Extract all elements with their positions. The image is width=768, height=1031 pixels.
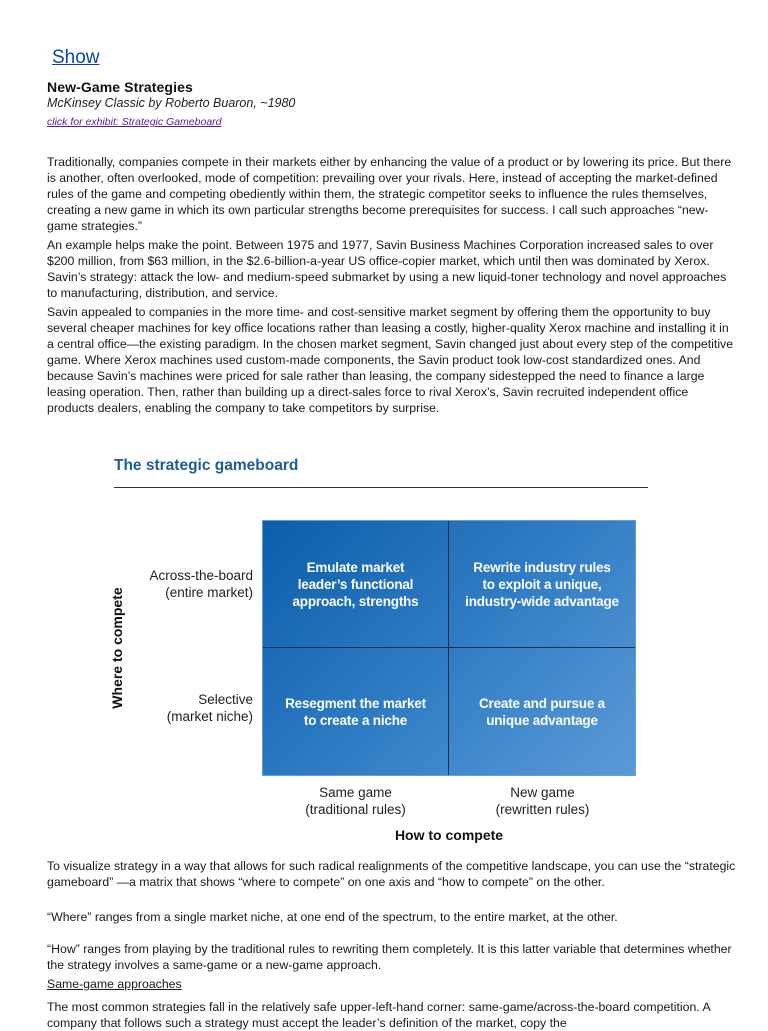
cell-line: Rewrite industry rules — [473, 559, 611, 575]
strategic-gameboard-exhibit — [105, 450, 665, 850]
cell-line: to exploit a unique, — [482, 576, 602, 592]
paragraph-visualize: To visualize strategy in a way that allows for such radical realignments of the competitive landscape, you can use the “strategic gameboard” —a matrix that shows “where to compete” on one axis and “how to compete” on the other. — [47, 859, 736, 889]
paragraph-example: An example helps make the point. Between 1975 and 1977, Savin Business Machines Corporation increased sales to over $200 million, from $63 million, in the $2.6-billion-a-year US office-copier market, which until then was dominated by Xerox. Savin’s strategy: attack the low- and medium-speed submarket by using a new liquid-toner technology and novel approaches to manufacturing, distribution, and service. — [47, 238, 727, 300]
col-label-same-game — [262, 784, 449, 818]
paragraph-common-strategies: The most common strategies fall in the relatively safe upper-left-hand corner: same-game/across-the-board competition. A company that follows such a strategy must accept the leader’s definition of the market, copy the — [47, 1000, 710, 1030]
col-label-line: (rewritten rules) — [495, 802, 590, 817]
col-label-line: (traditional rules) — [305, 802, 406, 817]
show-link[interactable]: Show — [52, 47, 100, 68]
paragraph-where: “Where” ranges from a single market niche, at one end of the spectrum, to the entire market, at the other. — [47, 910, 618, 924]
cell-line: to create a niche — [303, 712, 408, 728]
row-label-line: (market niche) — [166, 709, 253, 724]
col-label-line: New game — [510, 785, 575, 800]
cell-line: Resegment the market — [285, 695, 426, 711]
exhibit-divider — [114, 487, 648, 488]
row-label-selective — [113, 691, 253, 725]
paragraph-intro: Traditionally, companies compete in their markets either by enhancing the value of a product or by lowering its price. But there is another, often overlooked, mode of competition: prevailing over your rivals. Here, instead of accepting the market-defined rules of the game and competing obediently within them, the strategic competitor seeks to influence the rules themselves, creating a new game in which its own particular strengths become prerequisites for success. I call such approaches “new-game strategies.” — [47, 155, 732, 233]
subheading-same-game: Same-game approaches — [47, 977, 182, 991]
document-title: New-Game Strategies — [47, 79, 193, 95]
paragraph-savin: Savin appealed to companies in the more time- and cost-sensitive market segment by offering them the opportunity to buy several cheaper machines for key office locations rather than leasing a costly, higher-quality Xerox machine and installing it in a central office—the existing paradigm. In the chosen market segment, Savin changed just about every step of the competitive game. Where Xerox machines used custom-made components, the Savin product took low-cost standardized ones. And because Savin’s machines were priced for sale rather than leasing, the company sidestepped the need to finance a large leasing operation. Then, rather than building up a direct-sales force to rival Xerox’s, Savin recruited independent office products dealers, enabling the company to take competitors by surprise. — [47, 305, 734, 415]
exhibit-link[interactable]: click for exhibit: Strategic Gameboard — [47, 116, 222, 128]
cell-new-game-across-the-board — [449, 521, 635, 648]
exhibit-title: The strategic gameboard — [114, 457, 299, 474]
row-label-line: (entire market) — [165, 585, 253, 600]
gameboard-matrix — [262, 520, 636, 776]
y-axis-label: Where to compete — [109, 587, 125, 709]
row-label-line: Selective — [198, 692, 253, 707]
cell-same-game-across-the-board — [263, 521, 449, 648]
cell-line: unique advantage — [486, 712, 598, 728]
col-label-line: Same game — [319, 785, 392, 800]
col-label-new-game — [449, 784, 636, 818]
cell-line: approach, strengths — [292, 593, 419, 609]
cell-line: Create and pursue a — [479, 695, 605, 711]
document-byline: McKinsey Classic by Roberto Buaron, ~1980 — [47, 96, 296, 110]
cell-line: leader’s functional — [297, 576, 414, 592]
cell-line: industry-wide advantage — [465, 593, 619, 609]
row-label-across-the-board — [113, 567, 253, 601]
cell-new-game-selective — [449, 648, 635, 775]
cell-line: Emulate market — [306, 559, 405, 575]
row-label-line: Across-the-board — [149, 568, 253, 583]
cell-same-game-selective — [263, 648, 449, 775]
x-axis-label: How to compete — [394, 827, 504, 843]
paragraph-how: “How” ranges from playing by the traditional rules to rewriting them completely. It is this latter variable that determines whether the strategy involves a same-game or a new-game approach. — [47, 942, 732, 972]
